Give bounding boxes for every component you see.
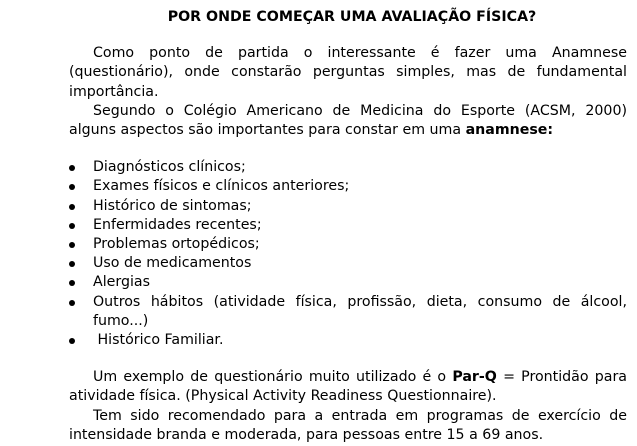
list-item bbox=[69, 293, 627, 331]
list-item bbox=[69, 197, 627, 216]
parq-bold: Par-Q bbox=[452, 369, 497, 386]
recommendation-paragraph: Tem sido recomendado para a entrada em programas de exercício de intensidade branda e moderada, para pessoas entre 15 a 69 anos. bbox=[69, 407, 627, 443]
acsm-paragraph bbox=[69, 102, 627, 140]
list-item bbox=[69, 235, 627, 254]
list-item bbox=[69, 177, 627, 196]
bullet-icon bbox=[69, 300, 75, 306]
list-item-text: Exames físicos e clínicos anteriores; bbox=[93, 178, 350, 195]
list-item-text: Alergias bbox=[93, 274, 150, 291]
bullet-icon bbox=[69, 261, 75, 267]
document-page bbox=[69, 8, 627, 445]
acsm-paragraph-text: Segundo o Colégio Americano de Medicina do Esporte (ACSM, 2000) alguns aspectos são importantes para constar em uma bbox=[69, 102, 627, 139]
list-item bbox=[69, 158, 627, 177]
list-item-text: Diagnósticos clínicos; bbox=[93, 159, 246, 176]
list-item-text: Histórico Familiar. bbox=[93, 332, 224, 349]
bullet-icon bbox=[69, 165, 75, 171]
list-item-text: Histórico de sintomas; bbox=[93, 197, 252, 214]
bullet-icon bbox=[69, 204, 75, 210]
anamnese-bold: anamnese: bbox=[465, 122, 554, 139]
parq-paragraph bbox=[69, 368, 627, 406]
list-item-text: Outros hábitos (atividade física, profissão, dieta, consumo de álcool, fumo...) bbox=[93, 293, 627, 329]
list-item bbox=[69, 331, 627, 350]
intro-paragraph: Como ponto de partida o interessante é fazer uma Anamnese (questionário), onde constarão perguntas simples, mas de fundamental importância. bbox=[69, 45, 627, 100]
bullet-icon bbox=[69, 338, 75, 344]
list-item bbox=[69, 254, 627, 273]
list-item bbox=[69, 273, 627, 292]
aspects-list bbox=[69, 158, 627, 350]
bullet-icon bbox=[69, 280, 75, 286]
parq-paragraph-tail: = Prontidão para atividade física. (Physical Activity Readiness Questionnaire). bbox=[69, 369, 627, 405]
list-item bbox=[69, 216, 627, 235]
list-item-text: Enfermidades recentes; bbox=[93, 216, 262, 233]
parq-paragraph-text: Um exemplo de questionário muito utilizado é o bbox=[93, 369, 453, 386]
spacer bbox=[69, 140, 627, 158]
list-item-text: Problemas ortopédicos; bbox=[93, 236, 260, 253]
bullet-icon bbox=[69, 223, 75, 229]
list-item-text: Uso de medicamentos bbox=[93, 255, 252, 272]
bullet-icon bbox=[69, 242, 75, 248]
document-title: POR ONDE COMEÇAR UMA AVALIAÇÃO FÍSICA? bbox=[167, 9, 537, 25]
spacer bbox=[69, 350, 627, 368]
bullet-icon bbox=[69, 184, 75, 190]
